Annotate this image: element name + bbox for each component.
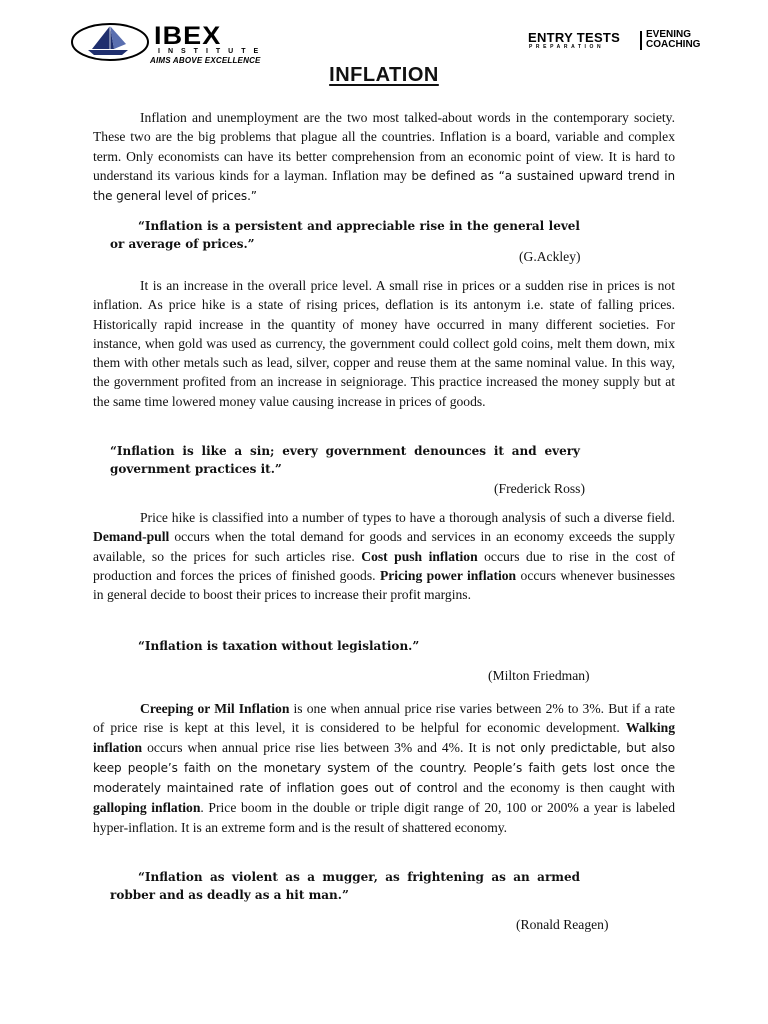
coaching-label: COACHING bbox=[646, 39, 701, 50]
paragraph-types-text-2: occurs when the total demand for goods and services in an economy exceeds the supply available, so the prices for such articles rise. bbox=[93, 529, 675, 564]
quote-ackley: “Inflation is a persistent and appreciable rise in the general level or average of prices.” bbox=[110, 219, 580, 251]
quote-reagen-author: (Ronald Reagen) bbox=[516, 917, 609, 932]
paragraph-intro bbox=[93, 108, 675, 206]
header-right-banner bbox=[528, 30, 728, 52]
quote-ross-author: (Frederick Ross) bbox=[494, 481, 585, 496]
paragraph-creeping-text-2: occurs when annual price rise lies between 3% and 4%. It is bbox=[142, 739, 496, 755]
term-creeping-inflation: Creeping or Mil Inflation bbox=[140, 701, 290, 716]
paragraph-types-text-1: Price hike is classified into a number of types to have a thorough analysis of such a diverse field. bbox=[140, 510, 675, 525]
quote-ackley-author: (G.Ackley) bbox=[519, 249, 581, 264]
ibex-emblem-icon bbox=[70, 22, 156, 62]
paragraph-creeping-text-4: . Price boom in the double or triple digit range of 20, 100 or 200% a year is labeled hyper-inflation. It is an extreme form and is the result of shattered economy. bbox=[93, 800, 675, 835]
paragraph-price-level-text: It is an increase in the overall price level. A small rise in prices or a sudden rise in prices is not inflation. As price hike is a state of rising prices, deflation is its antonym i.e. state of falling prices. Historically rapid increase in the quantity of money have occurred in many different societies. For instance, when gold was used as currency, the government could collect gold coins, melt them down, mix them with other metals such as lead, silver, copper and reuse them at the same nominal value. In this way, the government profited from an increase in seigniorage. This practice increased the money supply but at the same time lowered money value causing increase in prices of goods. bbox=[93, 278, 675, 409]
brand-subtitle: INSTITUTE bbox=[158, 48, 267, 55]
paragraph-types-text-4: occurs whenever businesses in general decide to boost their prices to increase their profit margins. bbox=[93, 567, 676, 603]
paragraph-intro-text: Inflation and unemployment are the two most talked-about words in the contemporary society. These two are the big problems that plague all the countries. Inflation is a board, variable and complex term. Only economists can have its better comprehension from an economic point of view. It is hard to understand its various kinds for a layman. Inflation may bbox=[93, 110, 675, 183]
term-pricing-power: Pricing power inflation bbox=[379, 567, 517, 583]
paragraph-price-level bbox=[93, 276, 675, 411]
evening-label: EVENING bbox=[646, 29, 692, 40]
brand-tagline: AIMS ABOVE EXCELLENCE bbox=[150, 56, 261, 65]
ibex-logo bbox=[70, 20, 292, 64]
paragraph-creeping-text-1: is one when annual price rise varies between 2% to 3%. But if a rate of price rise is kept at this level, it is considered to be helpful for economic development. bbox=[93, 701, 675, 736]
paragraph-types-text-3: occurs due to rise in the cost of production and forces the prices of finished goods. bbox=[93, 548, 675, 583]
quote-friedman-author: (Milton Friedman) bbox=[488, 668, 590, 683]
header-divider bbox=[640, 31, 642, 50]
term-galloping-inflation: galloping inflation bbox=[93, 800, 201, 816]
term-walking-inflation: Walking inflation bbox=[93, 720, 675, 755]
paragraph-creeping-text-3: and the economy is then caught with bbox=[457, 780, 675, 796]
term-demand-pull: Demand-pull bbox=[93, 529, 170, 545]
paragraph-creeping bbox=[93, 699, 675, 837]
term-cost-push: Cost push inflation bbox=[361, 548, 478, 564]
quote-friedman: “Inflation is taxation without legislation.” bbox=[138, 639, 420, 653]
paragraph-creeping-text-sans: not only predictable, but also keep people’s faith on the monetary system of the country. People’s faith gets lost once the moderately maintained rate of inflation goes out of control bbox=[93, 740, 675, 796]
page-title: INFLATION bbox=[329, 64, 439, 86]
brand-name: IBEX bbox=[154, 22, 222, 50]
quote-ross: “Inflation is like a sin; every government denounces it and every government practices it.” bbox=[110, 444, 580, 476]
paragraph-intro-definition: be defined as “a sustained upward trend in the general level of prices.” bbox=[93, 168, 675, 204]
paragraph-types bbox=[93, 508, 675, 604]
preparation-label: PREPARATION bbox=[529, 44, 605, 50]
entry-tests-label: ENTRY TESTS bbox=[528, 30, 621, 45]
quote-reagen: “Inflation as violent as a mugger, as frightening as an armed robber and as deadly as a hit man.” bbox=[110, 870, 580, 902]
